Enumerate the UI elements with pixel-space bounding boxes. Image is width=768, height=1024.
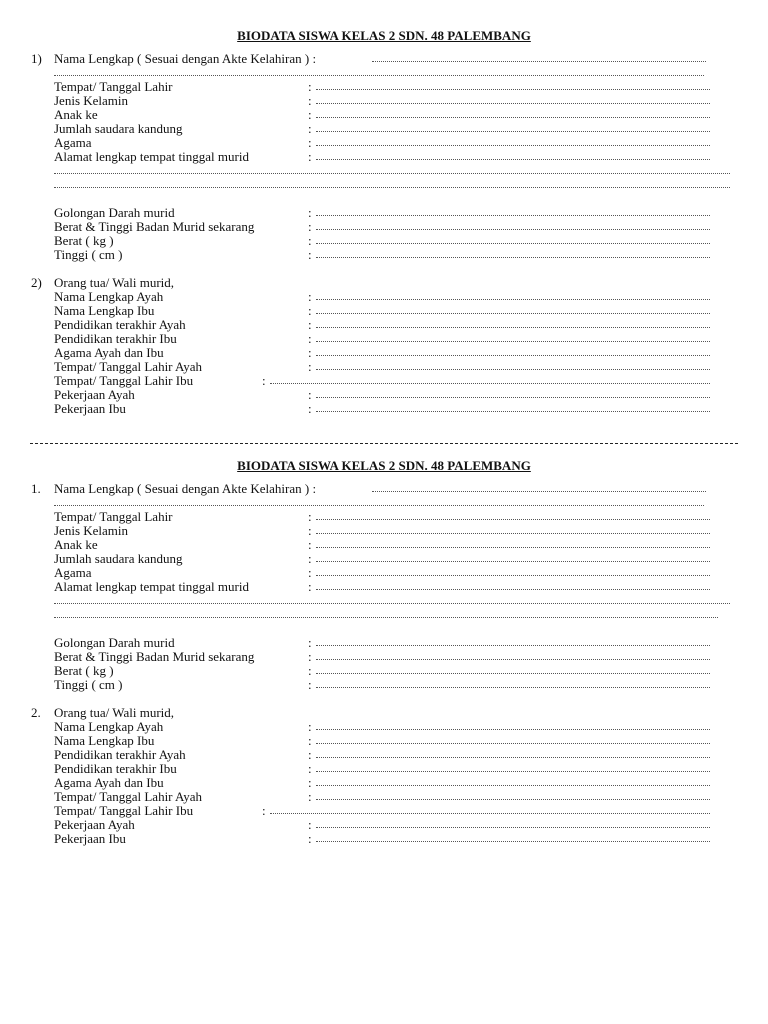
- field-colon: :: [308, 831, 312, 846]
- field-colon: :: [308, 93, 312, 108]
- fill-in-blank[interactable]: [316, 818, 710, 828]
- field-label: Agama Ayah dan Ibu: [54, 345, 164, 360]
- field-colon: :: [308, 817, 312, 832]
- field-label: Pekerjaan Ibu: [54, 401, 126, 416]
- field-label: Agama Ayah dan Ibu: [54, 775, 164, 790]
- fill-in-blank[interactable]: [372, 52, 706, 62]
- fill-in-blank[interactable]: [270, 804, 710, 814]
- field-colon: :: [308, 121, 312, 136]
- field-label: Jumlah saudara kandung: [54, 121, 183, 136]
- fill-in-blank[interactable]: [316, 346, 710, 356]
- form-title: BIODATA SISWA KELAS 2 SDN. 48 PALEMBANG: [237, 28, 531, 43]
- field-colon: :: [308, 537, 312, 552]
- fill-in-blank[interactable]: [316, 734, 710, 744]
- section-heading: Orang tua/ Wali murid,: [54, 705, 175, 720]
- fill-in-blank[interactable]: [316, 220, 710, 230]
- field-label: Tempat/ Tanggal Lahir Ibu: [54, 803, 194, 818]
- fill-in-blank[interactable]: [316, 80, 710, 90]
- field-label: Anak ke: [54, 107, 98, 122]
- field-colon: :: [308, 107, 312, 122]
- fill-in-blank[interactable]: [372, 482, 706, 492]
- fill-in-blank[interactable]: [316, 402, 710, 412]
- fill-in-blank[interactable]: [316, 94, 710, 104]
- field-label: Golongan Darah murid: [54, 635, 175, 650]
- field-colon: :: [308, 401, 312, 416]
- fill-in-blank[interactable]: [316, 832, 710, 842]
- fill-in-blank[interactable]: [54, 164, 730, 174]
- field-colon: :: [308, 135, 312, 150]
- fill-in-blank[interactable]: [316, 524, 710, 534]
- field-label: Tempat/ Tanggal Lahir Ayah: [54, 789, 203, 804]
- section-number: 2): [31, 275, 42, 290]
- fill-in-blank[interactable]: [54, 608, 718, 618]
- field-colon: :: [308, 345, 312, 360]
- field-colon: :: [308, 149, 312, 164]
- fill-in-blank[interactable]: [54, 178, 730, 188]
- field-label: Nama Lengkap Ayah: [54, 289, 164, 304]
- fill-in-blank[interactable]: [316, 580, 710, 590]
- field-colon: :: [308, 317, 312, 332]
- field-colon: :: [308, 789, 312, 804]
- form-title: BIODATA SISWA KELAS 2 SDN. 48 PALEMBANG: [237, 458, 531, 473]
- fill-in-blank[interactable]: [316, 678, 710, 688]
- fill-in-blank[interactable]: [316, 388, 710, 398]
- field-label: Nama Lengkap Ayah: [54, 719, 164, 734]
- field-label: Tempat/ Tanggal Lahir: [54, 509, 173, 524]
- field-colon: :: [308, 635, 312, 650]
- field-label: Pendidikan terakhir Ibu: [54, 761, 177, 776]
- field-colon: :: [308, 509, 312, 524]
- field-label: Tempat/ Tanggal Lahir Ayah: [54, 359, 203, 374]
- fill-in-blank[interactable]: [54, 496, 704, 506]
- field-colon: :: [308, 331, 312, 346]
- field-label: Nama Lengkap ( Sesuai dengan Akte Kelahiran ) :: [54, 481, 317, 496]
- fill-in-blank[interactable]: [316, 566, 710, 576]
- field-label: Nama Lengkap Ibu: [54, 733, 155, 748]
- fill-in-blank[interactable]: [316, 776, 710, 786]
- field-colon: :: [308, 747, 312, 762]
- field-label: Jenis Kelamin: [54, 93, 129, 108]
- field-colon: :: [308, 579, 312, 594]
- field-label: Agama: [54, 135, 92, 150]
- fill-in-blank[interactable]: [316, 720, 710, 730]
- fill-in-blank[interactable]: [316, 538, 710, 548]
- section-heading: Orang tua/ Wali murid,: [54, 275, 175, 290]
- field-label: Pekerjaan Ayah: [54, 387, 135, 402]
- field-label: Alamat lengkap tempat tinggal murid: [54, 579, 249, 594]
- fill-in-blank[interactable]: [316, 150, 710, 160]
- field-colon: :: [308, 733, 312, 748]
- field-colon: :: [262, 803, 266, 818]
- field-colon: :: [308, 551, 312, 566]
- field-colon: :: [262, 373, 266, 388]
- field-colon: :: [308, 761, 312, 776]
- fill-in-blank[interactable]: [316, 318, 710, 328]
- field-colon: :: [308, 565, 312, 580]
- field-colon: :: [308, 205, 312, 220]
- fill-in-blank[interactable]: [316, 762, 710, 772]
- fill-in-blank[interactable]: [316, 136, 710, 146]
- field-label: Berat ( kg ): [54, 663, 114, 678]
- fill-in-blank[interactable]: [316, 360, 710, 370]
- fill-in-blank[interactable]: [316, 122, 710, 132]
- field-colon: :: [308, 775, 312, 790]
- field-colon: :: [308, 663, 312, 678]
- section-number: 1): [31, 51, 42, 66]
- field-label: Alamat lengkap tempat tinggal murid: [54, 149, 249, 164]
- field-colon: :: [308, 677, 312, 692]
- field-label: Jenis Kelamin: [54, 523, 129, 538]
- cut-line-divider: [30, 443, 738, 444]
- field-label: Tempat/ Tanggal Lahir: [54, 79, 173, 94]
- fill-in-blank[interactable]: [316, 664, 710, 674]
- fill-in-blank[interactable]: [316, 206, 710, 216]
- field-colon: :: [308, 79, 312, 94]
- field-colon: :: [308, 523, 312, 538]
- fill-in-blank[interactable]: [316, 650, 710, 660]
- field-label: Golongan Darah murid: [54, 205, 175, 220]
- fill-in-blank[interactable]: [316, 790, 710, 800]
- field-label: Jumlah saudara kandung: [54, 551, 183, 566]
- field-label: Pendidikan terakhir Ayah: [54, 317, 186, 332]
- fill-in-blank[interactable]: [316, 748, 710, 758]
- field-label: Tinggi ( cm ): [54, 247, 123, 262]
- field-label: Nama Lengkap ( Sesuai dengan Akte Kelahiran ) :: [54, 51, 317, 66]
- field-colon: :: [308, 289, 312, 304]
- field-colon: :: [308, 387, 312, 402]
- fill-in-blank[interactable]: [316, 636, 710, 646]
- fill-in-blank[interactable]: [316, 510, 710, 520]
- field-label: Berat & Tinggi Badan Murid sekarang: [54, 219, 255, 234]
- field-label: Tinggi ( cm ): [54, 677, 123, 692]
- field-label: Pekerjaan Ayah: [54, 817, 135, 832]
- fill-in-blank[interactable]: [316, 552, 710, 562]
- field-label: Nama Lengkap Ibu: [54, 303, 155, 318]
- field-colon: :: [308, 247, 312, 262]
- fill-in-blank[interactable]: [316, 234, 710, 244]
- field-label: Tempat/ Tanggal Lahir Ibu: [54, 373, 194, 388]
- fill-in-blank[interactable]: [54, 594, 730, 604]
- field-label: Agama: [54, 565, 92, 580]
- field-label: Anak ke: [54, 537, 98, 552]
- field-label: Pendidikan terakhir Ibu: [54, 331, 177, 346]
- fill-in-blank[interactable]: [316, 248, 710, 258]
- field-colon: :: [308, 219, 312, 234]
- field-colon: :: [308, 359, 312, 374]
- fill-in-blank[interactable]: [316, 108, 710, 118]
- fill-in-blank[interactable]: [316, 304, 710, 314]
- field-colon: :: [308, 649, 312, 664]
- field-colon: :: [308, 303, 312, 318]
- fill-in-blank[interactable]: [316, 290, 710, 300]
- field-label: Pendidikan terakhir Ayah: [54, 747, 186, 762]
- field-label: Pekerjaan Ibu: [54, 831, 126, 846]
- field-label: Berat & Tinggi Badan Murid sekarang: [54, 649, 255, 664]
- section-number: 1.: [31, 481, 41, 496]
- fill-in-blank[interactable]: [316, 332, 710, 342]
- section-number: 2.: [31, 705, 41, 720]
- fill-in-blank[interactable]: [270, 374, 710, 384]
- field-label: Berat ( kg ): [54, 233, 114, 248]
- fill-in-blank[interactable]: [54, 66, 704, 76]
- field-colon: :: [308, 233, 312, 248]
- field-colon: :: [308, 719, 312, 734]
